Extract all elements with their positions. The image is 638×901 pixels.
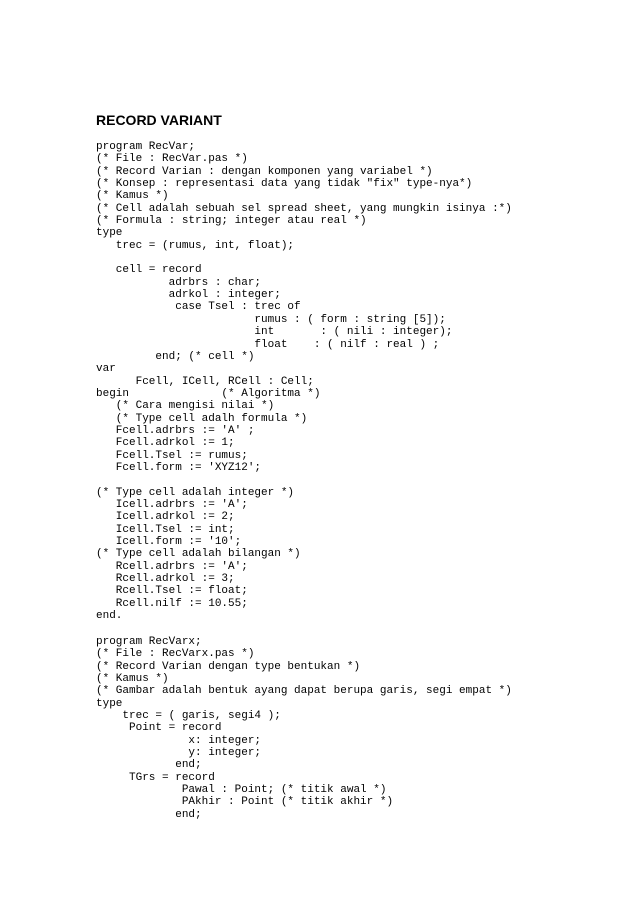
code-block-recvar: program RecVar; (* File : RecVar.pas *) (* Record Varian : dengan komponen yang variabel *) (* Konsep : representasi data yang tidak "fix" type-nya*) (* Kamus *) (* Cell adalah sebuah sel spread sheet, yang mungkin isinya :*) (* Formula : string; integer atau real *) type trec = (rumus, int, float); cell = record adrbrs : char; adrkol : integer; case Tsel : trec of rumus : ( form : string [5]); int : ( nili : integer); float : ( nilf : real ) ; end; (* cell *) var Fcell, ICell, RCell : Cell; begin (* Algoritma *) (* Cara mengisi nilai *) (* Type cell adalh formula *) Fcell.adrbrs := 'A' ; Fcell.adrkol := 1; Fcell.Tsel := rumus; Fcell.form := 'XYZ12'; (* Type cell adalah integer *) Icell.adrbrs := 'A'; Icell.adrkol := 2; Icell.Tsel := int; Icell.form := '10'; (* Type cell adalah bilangan *) Rcell.adrbrs := 'A'; Rcell.adrkol := 3; Rcell.Tsel := float; Rcell.nilf := 10.55; end. — [96, 141, 512, 623]
code-block-recvarx: program RecVarx; (* File : RecVarx.pas *) (* Record Varian dengan type bentukan *) (* Kamus *) (* Gambar adalah bentuk ayang dapat berupa garis, segi empat *) type trec = ( garis, segi4 ); Point = record x: integer; y: integer; end; TGrs = record Pawal : Point; (* titik awal *) PAkhir : Point (* titik akhir *) end; — [96, 636, 512, 821]
section-heading: RECORD VARIANT — [96, 112, 222, 128]
